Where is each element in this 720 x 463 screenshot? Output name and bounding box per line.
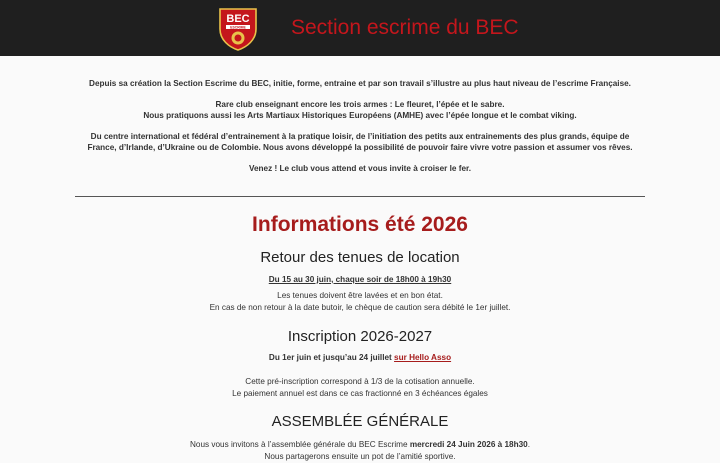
assembly-invitation-text: Nous vous invitons à l’assemblée générale du BEC Escrime: [190, 439, 408, 449]
info-title: Informations été 2026: [252, 212, 468, 236]
return-dates: Du 15 au 30 juin, chaque soir de 18h00 à 19h30: [268, 274, 452, 284]
intro-weapons-line: Rare club enseignant encore les trois armes : Le fleuret, l’épée et le sabre.: [215, 99, 505, 109]
info-section: [0, 213, 720, 463]
intro-section: [80, 78, 640, 175]
bec-logo[interactable]: [219, 7, 257, 51]
site-header: [0, 0, 720, 56]
assembly-period: .: [527, 439, 530, 449]
assembly-invitation: [0, 439, 720, 451]
inscription-section-title: Inscription 2026-2027: [287, 327, 433, 345]
intro-paragraph-training: Du centre international et fédéral d’entrainement à la pratique loisir, de l’initiation des petits aux entrainements des plus grands, équipe de France, d’Irlande, d’Ukraine ou de Colombie. Nous avons développé la possibilité de pouvoir faire vivre votre passion et assumer vos rêves.: [87, 131, 633, 153]
hello-asso-link[interactable]: sur Hello Asso: [394, 352, 452, 362]
inscription-dates: Du 1er juin et jusqu’au 24 juillet: [268, 352, 392, 362]
inscription-note-2: Le paiement annuel est dans ce cas fractionné en 3 échéances égales: [232, 388, 488, 398]
intro-paragraph-welcome: Venez ! Le club vous attend et vous invite à croiser le fer.: [248, 163, 472, 173]
section-divider: [75, 196, 645, 197]
return-condition: Les tenues doivent être lavées et en bon état.: [277, 290, 443, 300]
assembly-date: mercredi 24 Juin 2026 à 18h30: [409, 439, 528, 449]
assembly-section-title: ASSEMBLÉE GÉNÉRALE: [271, 412, 449, 430]
site-title[interactable]: Section escrime du BEC: [291, 16, 519, 39]
assembly-drink-note: Nous partagerons ensuite un pot de l’amitié sportive.: [264, 451, 456, 461]
intro-paragraph-history: Depuis sa création la Section Escrime du BEC, initie, forme, entraine et par son travail s’illustre au plus haut niveau de l’escrime Française.: [89, 79, 631, 88]
inscription-note-1: Cette pré-inscription correspond à 1/3 de la cotisation annuelle.: [245, 376, 475, 386]
inscription-dates-line: [0, 352, 720, 364]
intro-paragraph-weapons: [80, 99, 640, 122]
logo-subtext: ESCRIME: [230, 25, 246, 30]
intro-amhe-line: Nous pratiquons aussi les Arts Martiaux Historiques Européens (AMHE) avec l’épée longue et le combat viking.: [143, 111, 577, 121]
return-deadline-note: En cas de non retour à la date butoir, le chèque de caution sera débité le 1er juillet.: [209, 302, 511, 312]
return-section-title: Retour des tenues de location: [260, 248, 460, 266]
logo-text: BEC: [226, 13, 250, 25]
